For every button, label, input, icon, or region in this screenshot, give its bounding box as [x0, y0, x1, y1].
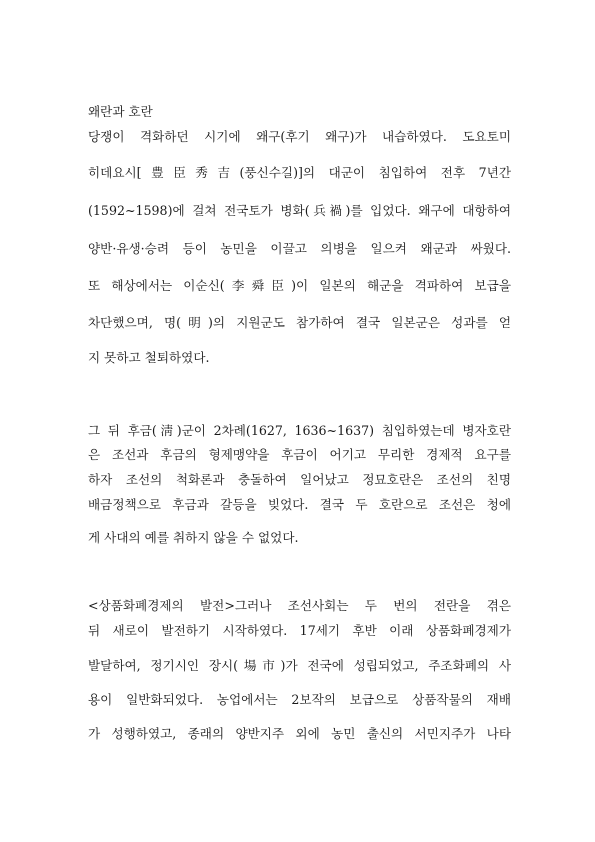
- paragraph-3-line-4: 용이 일반화되었다. 농업에서는 2보작의 보급으로 상품작물의 재배: [88, 692, 511, 707]
- paragraph-2-line-4: 배금정책으로 후금과 갈등을 빚었다. 결국 두 호란으로 조선은 청에: [88, 497, 511, 512]
- paragraph-3-line-2: 뒤 새로이 발전하기 시작하였다. 17세기 후반 이래 상품화폐경제가: [88, 623, 511, 638]
- paragraph-3-line-5: 가 성행하였고, 종래의 양반지주 외에 농민 출신의 서민지주가 나타: [88, 726, 511, 741]
- paragraph-2-line-1: 그 뒤 후금(淸)군이 2차례(1627, 1636~1637) 침입하였는데 병자호란: [88, 423, 511, 438]
- paragraph-1-line-1: 당쟁이 격화하던 시기에 왜구(후기 왜구)가 내습하였다. 도요토미: [88, 129, 511, 144]
- paragraph-1-line-3: (1592~1598)에 걸쳐 전국토가 병화(兵禍)를 입었다. 왜구에 대항하여: [88, 203, 511, 218]
- paragraph-1-line-4: 양반·유생·승려 등이 농민을 이끌고 의병을 일으켜 왜군과 싸웠다.: [88, 241, 511, 256]
- paragraph-3-line-3: 발달하여, 정기시인 장시(場市)가 전국에 성립되었고, 주조화폐의 사: [88, 658, 511, 673]
- paragraph-3-line-1: <상품화폐경제의 발전>그러나 조선사회는 두 번의 전란을 겪은: [88, 598, 511, 613]
- paragraph-1-line-2: 히데요시[豊臣秀吉(풍신수길)]의 대군이 침입하여 전후 7년간: [88, 165, 511, 180]
- paragraph-2-line-2: 은 조선과 후금의 형제맹약을 후금이 어기고 무리한 경제적 요구를: [88, 447, 511, 462]
- section-heading: 왜란과 호란: [88, 104, 153, 119]
- paragraph-1-line-5: 또 해상에서는 이순신(李舜臣)이 일본의 해군을 격파하여 보급을: [88, 278, 511, 293]
- paragraph-1-line-6: 차단했으며, 명(明)의 지원군도 참가하여 결국 일본군은 성과를 얻: [88, 315, 511, 330]
- paragraph-1-line-7: 지 못하고 철퇴하였다.: [88, 350, 210, 365]
- paragraph-2-line-3: 하자 조선의 척화론과 충돌하여 일어났고 정묘호란은 조선의 친명: [88, 472, 511, 487]
- paragraph-2-line-5: 게 사대의 예를 취하지 않을 수 없었다.: [88, 530, 299, 545]
